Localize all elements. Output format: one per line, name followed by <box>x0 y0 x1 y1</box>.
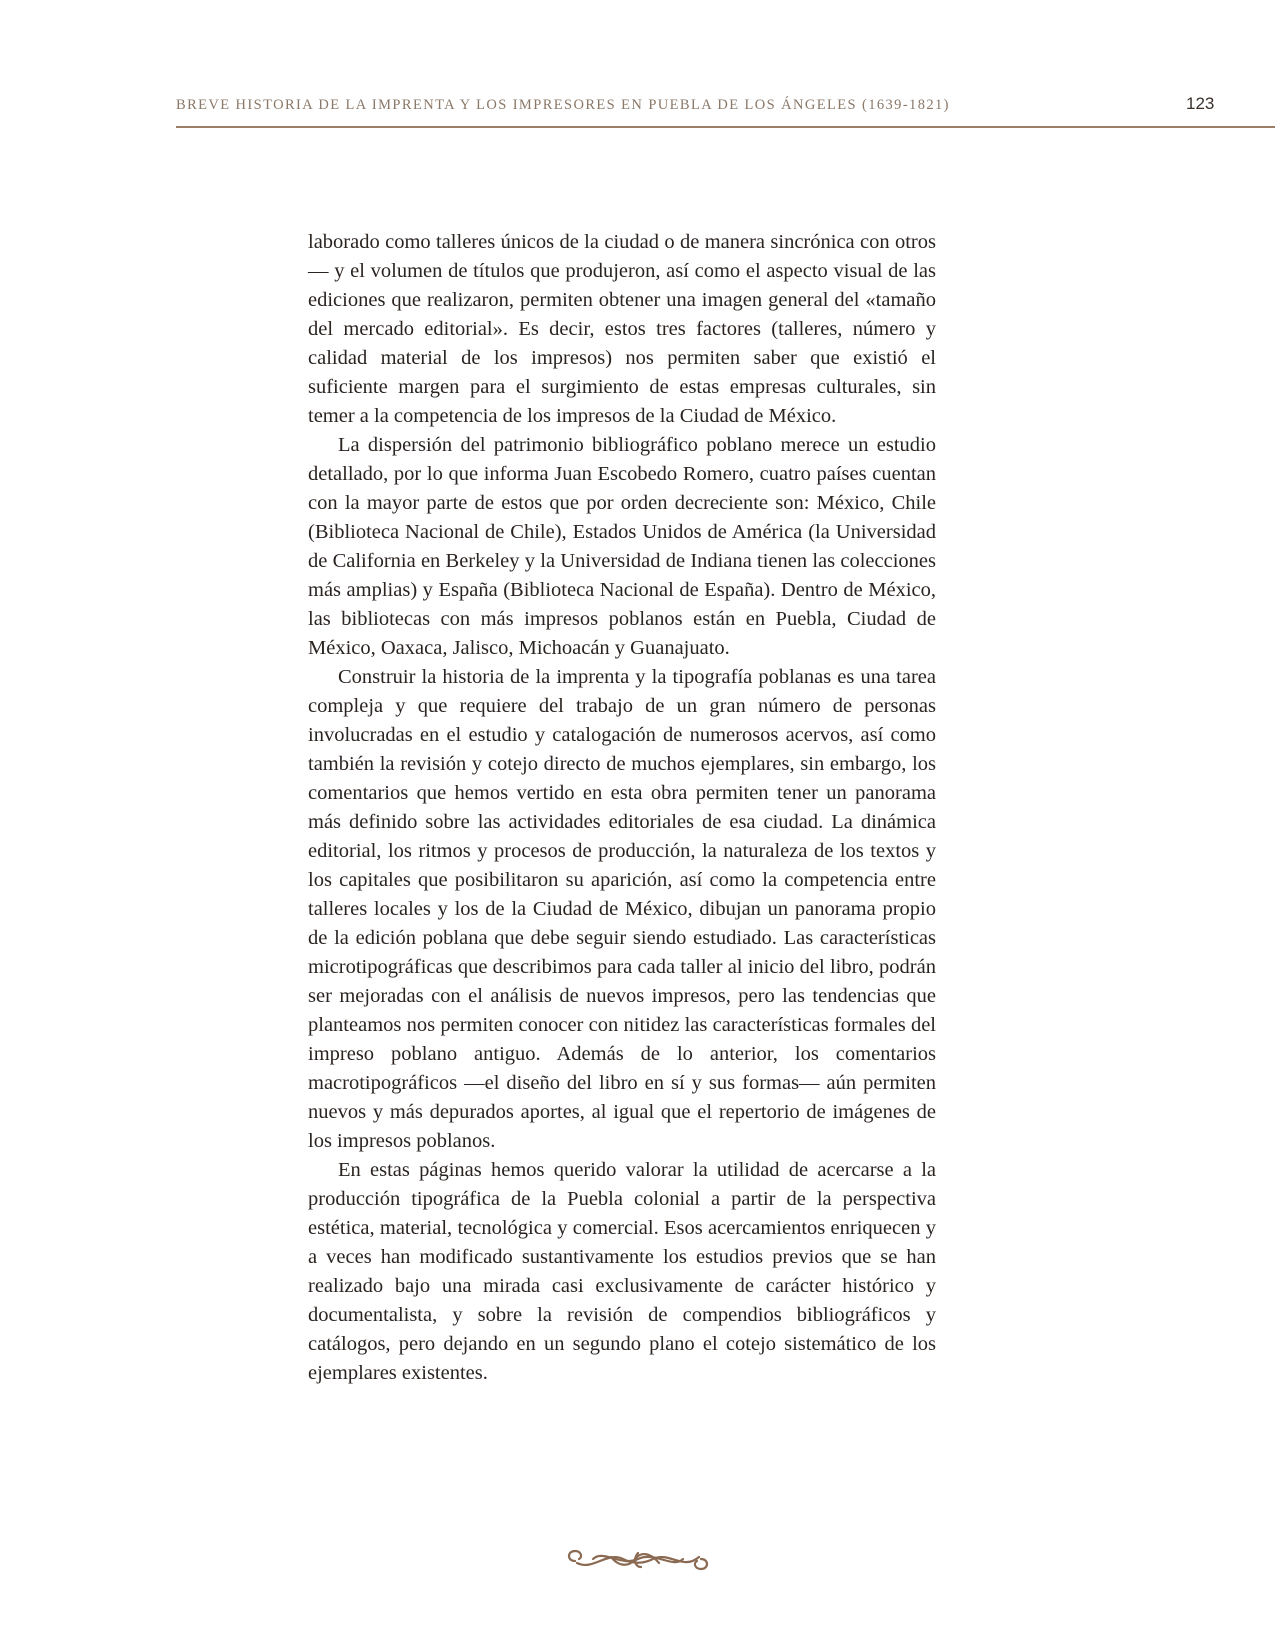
page-number: 123 <box>1186 94 1215 113</box>
paragraph-4: En estas páginas hemos querido valorar la utilidad de acercarse a la producción tipográfica de la Puebla colonial a partir de la perspectiva estética, material, tecnológica y comercial. Esos acercamientos enriquecen y a veces han modificado sustantivamente los estudios previos que se han realizado bajo una mirada casi exclusivamente de carácter histórico y documentalista, y sobre la revisión de compendios bibliográficos y catálogos, pero dejando en un segundo plano el cotejo sistemático de los ejemplares existentes. <box>308 1159 936 1384</box>
flourish-ornament-icon <box>563 1545 713 1575</box>
paragraph-3: Construir la historia de la imprenta y la tipografía poblanas es una tarea compleja y que requiere del trabajo de un gran número de personas involucradas en el estudio y catalogación de numerosos acervos, así como también la revisión y cotejo directo de muchos ejemplares, sin embargo, los comentarios que hemos vertido en esta obra permiten tener un panorama más definido sobre las actividades editoriales de esa ciudad. La dinámica editorial, los ritmos y procesos de producción, la naturaleza de los textos y los capitales que posibilitaron su aparición, así como la competencia entre talleres locales y los de la Ciudad de México, dibujan un panorama propio de la edición poblana que debe seguir siendo estudiado. Las características microtipográficas que describimos para cada taller al inicio del libro, podrán ser mejoradas con el análisis de nuevos impresos, pero las tendencias que planteamos nos permiten conocer con nitidez las características formales del impreso poblano antiguo. Además de lo anterior, los comentarios macrotipográficos —el diseño del libro en sí y sus formas— aún permiten nuevos y más depurados aportes, al igual que el repertorio de imágenes de los impresos poblanos. <box>308 666 936 1152</box>
paragraph-2: La dispersión del patrimonio bibliográfico poblano merece un estudio detallado, por lo que informa Juan Escobedo Romero, cuatro países cuentan con la mayor parte de estos que por orden decreciente son: México, Chile (Biblioteca Nacional de Chile), Estados Unidos de América (la Universidad de California en Berkeley y la Universidad de Indiana tienen las colecciones más amplias) y España (Biblioteca Nacional de España). Dentro de México, las bibliotecas con más impresos poblanos están en Puebla, Ciudad de México, Oaxaca, Jalisco, Michoacán y Guanajuato. <box>308 434 936 659</box>
body-text <box>308 228 936 1388</box>
running-head-title: BREVE HISTORIA DE LA IMPRENTA Y LOS IMPRESORES EN PUEBLA DE LOS ÁNGELES (1639-1821) <box>176 97 950 113</box>
paragraph-1: laborado como talleres únicos de la ciudad o de manera sincrónica con otros— y el volumen de títulos que produjeron, así como el aspecto visual de las ediciones que realizaron, permiten obtener una imagen general del «tamaño del mercado editorial». Es decir, estos tres factores (talleres, número y calidad material de los impresos) nos permiten saber que existió el suficiente margen para el surgimiento de estas empresas culturales, sin temer a la competencia de los impresos de la Ciudad de México. <box>308 231 936 427</box>
header-rule <box>176 126 1275 128</box>
